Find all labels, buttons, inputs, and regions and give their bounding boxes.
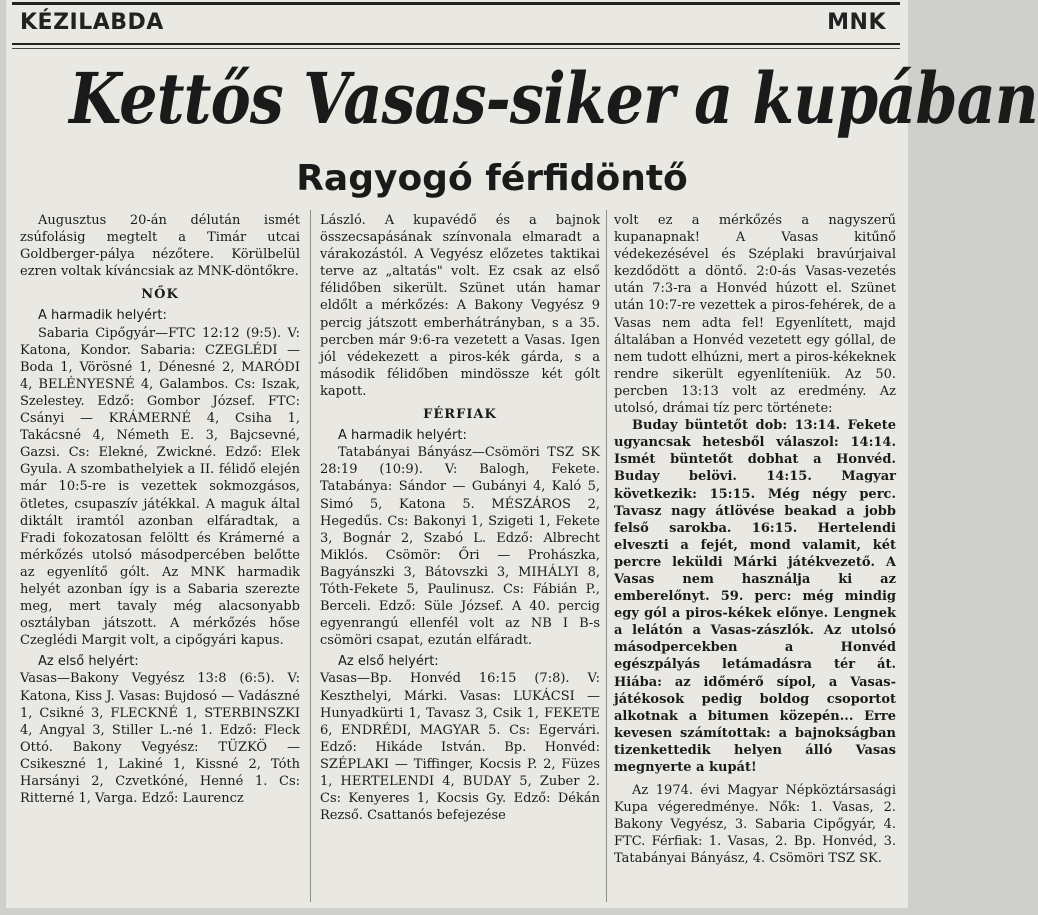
women-third-place-report: Sabaria Cipőgyár—FTC 12:12 (9:5). V: Katona, Kondor. Sabaria: CZEGLÉDI — Boda 1, Vörösné 1, Dénesné 2, MARÓDI 4, BELÉNYESNÉ 4, Galambos. Cs: Iszak, Szelestey. Edző: Gombor József. FTC: Csányi — KRÁMERNÉ 4, Csiha 1, Takácsné 4, Németh E. 3, Bajcsevné, Gazsi. Cs: Elekné, Zwickné. Edző: Elek Gyula. A szombathelyiek a II. félidő elején már 10:5-re is vezettek sokmozgásos, ötletes, csupaszív játékkal. A maguk által diktált iramtól azonban elfáradtak, a Fradi fokozatosan felöltt és Krámerné a mérkőzés utolsó másodpercében belőtte az egyenlítő gólt. Az MNK harmadik helyét azonban így is a Sabaria szerezte meg, mert tavaly még alacsonyabb osztályban játszott. A mérkőzés hőse Czeglédi Margit volt, a cipőgyári kapus. [20,325,300,649]
column-divider [606,210,607,902]
article-column-2 [320,212,600,904]
section-header [20,10,886,40]
article-column-3 [614,212,896,904]
subheadline: Ragyogó férfidöntő [296,158,688,199]
men-final-continued: volt ez a mérkőzés a nagyszerű kupanapnak! A Vasas kitűnő védekezésével és Széplaki bravúrjaival kezdődött a döntő. 2:0-ás Vasas-vezetés után 7:3-ra a Honvéd húzott el. Szünet után 10:7-re vezettek a piros-fehérek, de a Vasas nem adta fel! Egyenlített, majd általában a Honvéd vezetett egy góllal, de nem tudott elhúzni, mert a piros-kékeknek rendre sikerült egyenlíteniük. Az 50. percben 13:13 volt az eredmény. Az utolsó, drámai tíz perc története: [614,213,896,417]
women-third-place-label: A harmadik helyért: [38,308,167,324]
section-label: KÉZILABDA [20,10,164,35]
men-heading: FÉRFIAK [423,407,497,423]
article-column-1 [20,212,300,904]
men-third-place-report: Tatabányai Bányász—Csömöri TSZ SK 28:19 (10:9). V: Balogh, Fekete. Tatabánya: Sándor — Gubányi 4, Kaló 5, Simó 5, Katona 5. MÉSZÁROS 2, Hegedűs. Cs: Bakonyi 1, Szigeti 1, Fekete 3, Bognár 2, Szabó L. Edző: Albrecht Miklós. Csömör: Őri — Prohászka, Bagyánszki 3, Bátovszki 3, MIHÁLYI 8, Tóth-Fekete 5, Paulinusz. Cs: Fábián P., Berceli. Edző: Süle József. A 40. percig egyenrangú ellenfél volt az NB I B-s csömöri csapat, ezután elfáradt. [320,445,600,649]
cup-final-standings: Az 1974. évi Magyar Népköztársasági Kupa végeredménye. Nők: 1. Vasas, 2. Bakony Vegyész, 3. Sabaria Cipőgyár, 4. FTC. Férfiak: 1. Vasas, 2. Bp. Honvéd, 3. Tatabányai Bányász, 4. Csömöri TSZ SK. [614,783,896,867]
women-heading: NŐK [141,287,179,303]
women-first-place-label: Az első helyért: [38,654,139,670]
final-minutes-report: Buday büntetőt dob: 13:14. Fekete ugyancsak hetesből válaszol: 14:14. Ismét büntetőt dobhat a Honvéd. Buday belövi. 14:15. Magyar következik: 15:15. Még négy perc. Tavasz nagy átlövése beakad a jobb felső sarokba. 16:15. Hertelendi elveszti a fejét, mond valamit, két percre leküldi Márki játékvezető. A Vasas nem használja ki az emberelőnyt. 59. perc: még mindig egy gól a piros-kékek előnye. Lengnek a lelátón a Vasas-zászlók. Az utolsó másodpercekben a Honvéd egészpályás letámadásra tér át. Hiába: az időmérő sípol, a Vasas-játékosok pedig boldog csoportot alkotnak a bitumen közepén... Erre kevesen számítottak: a bajnokságban tizenkettedik helyen álló Vasas megnyerte a kupát! [614,418,896,775]
men-first-place-label: Az első helyért: [338,654,439,670]
newspaper-page [6,0,1038,908]
intro-paragraph: Augusztus 20-án délután ismét zsúfolásig megtelt a Timár utcai Goldberger-pálya nézőtere. Körülbelül ezren voltak kíváncsiak az MNK-döntőkre. [20,213,300,280]
women-final-report: Vasas—Bakony Vegyész 13:8 (6:5). V: Katona, Kiss J. Vasas: Bujdosó — Vadászné 1, Csikné 3, FLECKNÉ 1, STERBINSZKI 4, Angyal 3, Stiller L.-né 1. Edző: Fleck Ottó. Bakony Vegyész: TÜZKÖ — Csikeszné 1, Lakiné 1, Kissné 2, Tóth Harsányi 2, Czvetkóné, Henné 1. Cs: Ritterné 1, Varga. Edző: Laurencz [20,671,300,807]
section-label-right: MNK [827,10,886,35]
men-third-place-label: A harmadik helyért: [338,428,467,444]
section-rule [12,43,900,45]
women-final-continued: László. A kupavédő és a bajnok összecsapásának színvonala elmaradt a várakozástól. A Vegyész előzetes taktikai terve az „altatás" volt. Ez csak az első félidőben sikerült. Szünet után hamar eldőlt a mérkőzés: A Bakony Vegyész 9 percig játszott emberhátrányban, s a 35. percben már 9:6-ra vezetett a Vasas. Igen jól védekezett a piros-kék gárda, s a második félidőben mindössze két gólt kapott. [320,213,600,399]
men-final-report: Vasas—Bp. Honvéd 16:15 (7:8). V: Keszthelyi, Márki. Vasas: LUKÁCSI — Hunyadkürti 1, Tavasz 3, Csik 1, FEKETE 6, ENDRÉDI, MAGYAR 5. Cs: Egervári. Edző: Hikáde István. Bp. Honvéd: SZÉPLAKI — Tiffinger, Kocsis P. 2, Füzes 1, HERTELENDI 4, BUDAY 5, Zuber 2. Cs: Kenyeres 1, Kocsis Gy. Edző: Dékán Rezső. Csattanós befejezése [320,671,600,824]
column-divider [310,210,311,902]
headline: Kettős Vasas-siker a kupában [69,57,1038,140]
section-rule-thin [12,48,900,49]
top-rule [12,2,900,5]
